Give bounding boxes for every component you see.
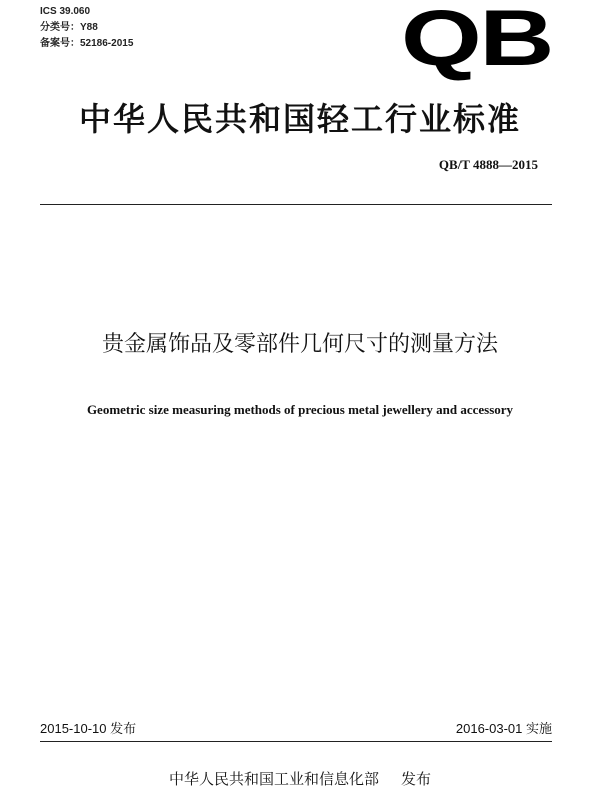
classification-number: 分类号：Y88 [40,22,98,33]
standard-category-title: 中华人民共和国轻工行业标准 [78,100,521,138]
publisher-line [0,768,600,789]
filing-number: 备案号：52186-2015 [40,38,134,49]
issue-date: 2015-10-10 发布 [40,721,137,736]
bottom-divider [40,741,552,742]
publisher-name: 中华人民共和国工业和信息化部 [168,770,379,788]
document-meta [40,4,133,52]
implementation-date: 2016-03-01 实施 [455,721,552,736]
standard-number: QB/T 4888—2015 [438,157,538,172]
publisher-action: 发布 [401,770,432,788]
document-title-en: Geometric size measuring methods of precious metal jewellery and accessory [86,402,514,417]
qb-logo: QB [400,0,552,83]
document-title-cn: 贵金属饰品及零部件几何尺寸的测量方法 [101,332,498,357]
ics-code: ICS 39.060 [40,6,91,17]
top-divider [40,204,552,205]
